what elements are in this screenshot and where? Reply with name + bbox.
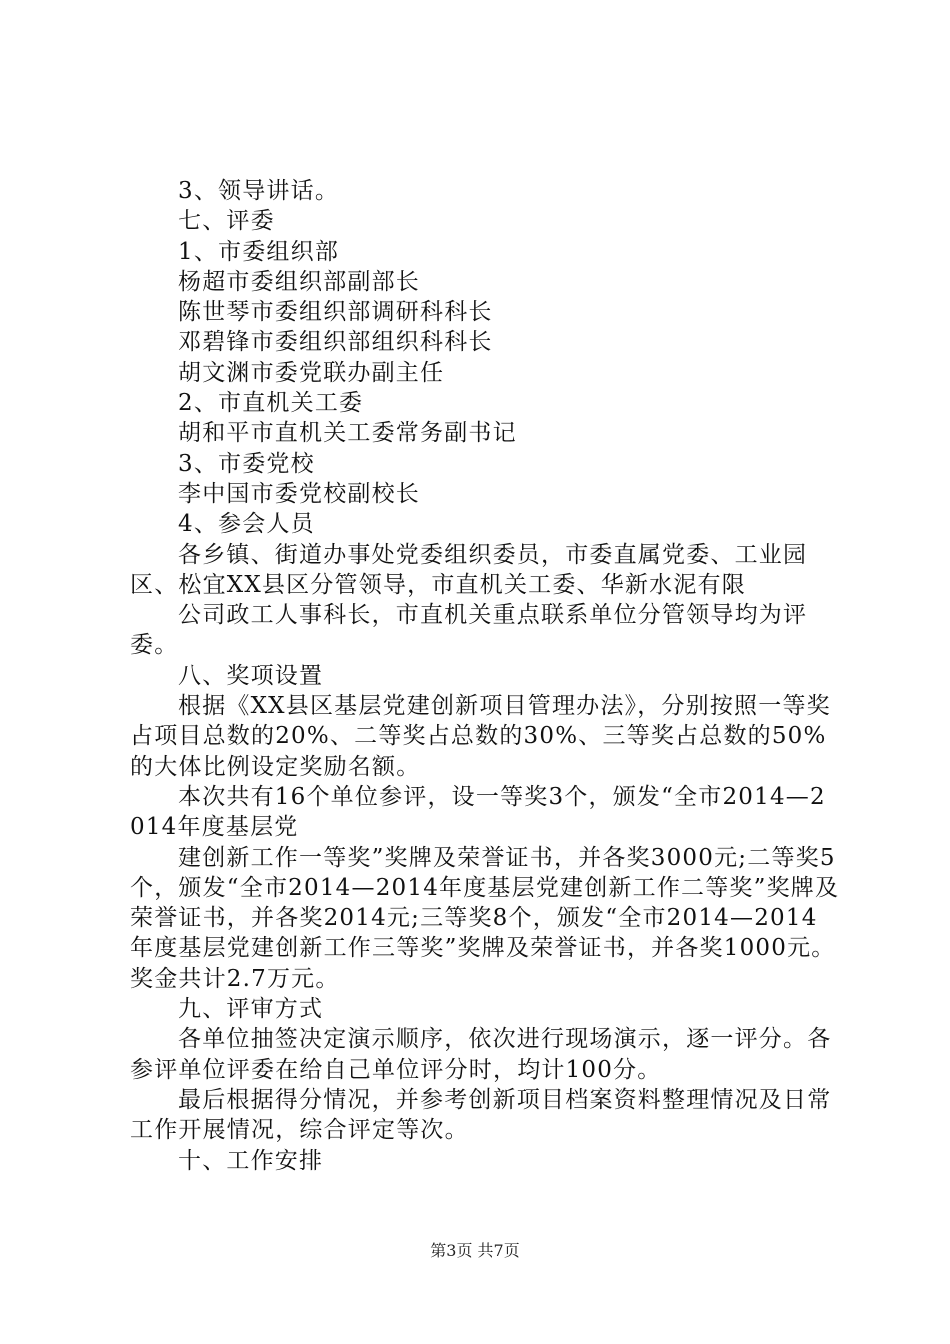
paragraph: 最后根据得分情况，并参考创新项目档案资料整理情况及日常工作开展情况，综合评定等次。: [130, 1086, 832, 1144]
paragraph: 各乡镇、街道办事处党委组织委员，市委直属党委、工业园区、松宜XX县区分管领导，市直机关工委、华新水泥有限: [130, 541, 808, 598]
paragraph: 3、领导讲话。: [178, 178, 340, 204]
paragraph: 根据《XX县区基层党建创新项目管理办法》，分别按照一等奖占项目总数的20%、二等奖占总数的30%、三等奖占总数的50%的大体比例设定奖励名额。: [130, 693, 831, 780]
list-item: 杨超市委组织部副部长: [178, 268, 420, 295]
subheading: 2、市直机关工委: [178, 390, 364, 417]
paragraph: 建创新工作一等奖”奖牌及荣誉证书，并各奖3000元;二等奖5个，颁发“全市2014—2014年度基层党建创新工作二等奖”奖牌及荣誉证书，并各奖2014元;三等奖8个，颁发“全市2014—2014年度基层党建创新工作三等奖”奖牌及荣誉证书，并各奖1000元。奖金共计2.7万元。: [130, 844, 840, 992]
paragraph: 各单位抽签决定演示顺序，依次进行现场演示，逐一评分。各参评单位评委在给自己单位评分时，均计100分。: [130, 1026, 832, 1083]
section-heading: 八、奖项设置: [178, 662, 324, 689]
subheading: 3、市委党校: [178, 450, 315, 477]
page-number-footer: 第3页 共7页: [430, 1241, 520, 1260]
list-item: 胡文渊市委党联办副主任: [178, 359, 445, 386]
section-heading: 十、工作安排: [178, 1147, 324, 1174]
section-heading: 九、评审方式: [178, 996, 324, 1023]
list-item: 胡和平市直机关工委常务副书记: [178, 420, 517, 447]
subheading: 1、市委组织部: [178, 238, 340, 265]
list-item: 陈世琴市委组织部调研科科长: [178, 299, 493, 326]
section-heading: 七、评委: [178, 208, 275, 235]
list-item: 李中国市委党校副校长: [178, 480, 420, 507]
document-body: [130, 176, 840, 1176]
subheading: 4、参会人员: [178, 511, 315, 538]
paragraph: 本次共有16个单位参评，设一等奖3个，颁发“全市2014—2014年度基层党: [130, 783, 826, 841]
list-item: 邓碧锋市委组织部组织科科长: [178, 329, 493, 356]
paragraph: 公司政工人事科长，市直机关重点联系单位分管领导均为评委。: [130, 602, 808, 659]
